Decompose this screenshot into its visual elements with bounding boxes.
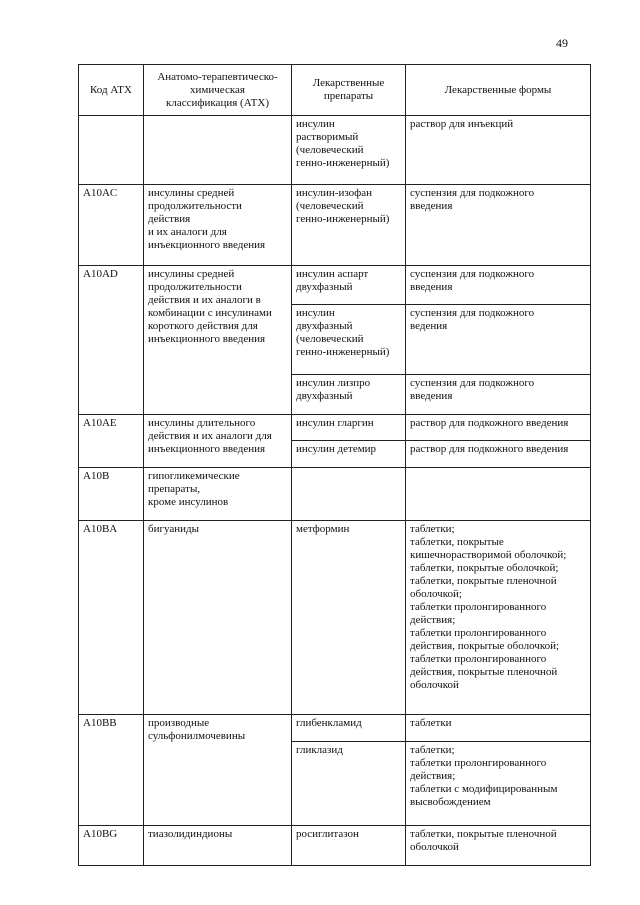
table-header-row — [79, 65, 591, 116]
atx-table — [78, 64, 591, 866]
header-forms: Лекарственные формы — [406, 65, 591, 116]
table-row — [79, 185, 591, 266]
cell-form: таблетки — [406, 715, 591, 742]
cell-drug: инсулин гларгин — [292, 415, 406, 441]
cell-drug: инсулин растворимый (человеческий генно-инженерный) — [292, 116, 406, 185]
cell-code: A10AD — [79, 266, 144, 415]
cell-code: A10BB — [79, 715, 144, 826]
cell-form: суспензия для подкожного ведения — [406, 305, 591, 375]
table-row — [79, 266, 591, 305]
header-classification: Анатомо-терапевтическо- химическая классификация (АТХ) — [144, 65, 292, 116]
table-row — [79, 826, 591, 866]
cell-form: раствор для подкожного введения — [406, 415, 591, 441]
cell-drug: инсулин детемир — [292, 441, 406, 468]
cell-classification: тиазолидиндионы — [144, 826, 292, 866]
cell-code: A10B — [79, 468, 144, 521]
cell-classification: производные сульфонилмочевины — [144, 715, 292, 826]
cell-drug: инсулин лизпро двухфазный — [292, 375, 406, 415]
cell-classification: инсулины средней продолжительности действия и их аналоги для инъекционного введения — [144, 185, 292, 266]
cell-form: таблетки; таблетки пролонгированного действия; таблетки с модифицированным высвобождением — [406, 742, 591, 826]
cell-form: раствор для инъекций — [406, 116, 591, 185]
header-code: Код АТХ — [79, 65, 144, 116]
table-row — [79, 468, 591, 521]
cell-form: суспензия для подкожного введения — [406, 375, 591, 415]
table-row — [79, 415, 591, 441]
table-row — [79, 521, 591, 715]
cell-form: раствор для подкожного введения — [406, 441, 591, 468]
table-row — [79, 715, 591, 742]
cell-form — [406, 468, 591, 521]
cell-classification: гипогликемические препараты, кроме инсулинов — [144, 468, 292, 521]
cell-classification: инсулины длительного действия и их аналоги для инъекционного введения — [144, 415, 292, 468]
cell-drug: росиглитазон — [292, 826, 406, 866]
cell-drug: инсулин-изофан (человеческий генно-инженерный) — [292, 185, 406, 266]
header-drugs: Лекарственные препараты — [292, 65, 406, 116]
cell-form: суспензия для подкожного введения — [406, 185, 591, 266]
cell-code — [79, 116, 144, 185]
cell-drug: метформин — [292, 521, 406, 715]
page-number: 49 — [556, 36, 568, 50]
cell-form: таблетки, покрытые пленочной оболочкой — [406, 826, 591, 866]
cell-form: суспензия для подкожного введения — [406, 266, 591, 305]
cell-form: таблетки; таблетки, покрытые кишечнорастворимой оболочкой; таблетки, покрытые оболочкой; таблетки, покрытые пленочной оболочкой; таблетки пролонгированного действия; таблетки пролонгированного действия, покрытые оболочкой; таблетки пролонгированного действия, покрытые пленочной оболочкой — [406, 521, 591, 715]
cell-classification: инсулины средней продолжительности действия и их аналоги в комбинации с инсулинами короткого действия для инъекционного введения — [144, 266, 292, 415]
cell-drug: инсулин двухфазный (человеческий генно-инженерный) — [292, 305, 406, 375]
cell-code: A10AC — [79, 185, 144, 266]
table-row — [79, 116, 591, 185]
cell-classification: бигуаниды — [144, 521, 292, 715]
cell-drug: глибенкламид — [292, 715, 406, 742]
cell-code: A10BA — [79, 521, 144, 715]
cell-drug: гликлазид — [292, 742, 406, 826]
cell-drug — [292, 468, 406, 521]
cell-code: A10AE — [79, 415, 144, 468]
cell-drug: инсулин аспарт двухфазный — [292, 266, 406, 305]
cell-classification — [144, 116, 292, 185]
cell-code: A10BG — [79, 826, 144, 866]
